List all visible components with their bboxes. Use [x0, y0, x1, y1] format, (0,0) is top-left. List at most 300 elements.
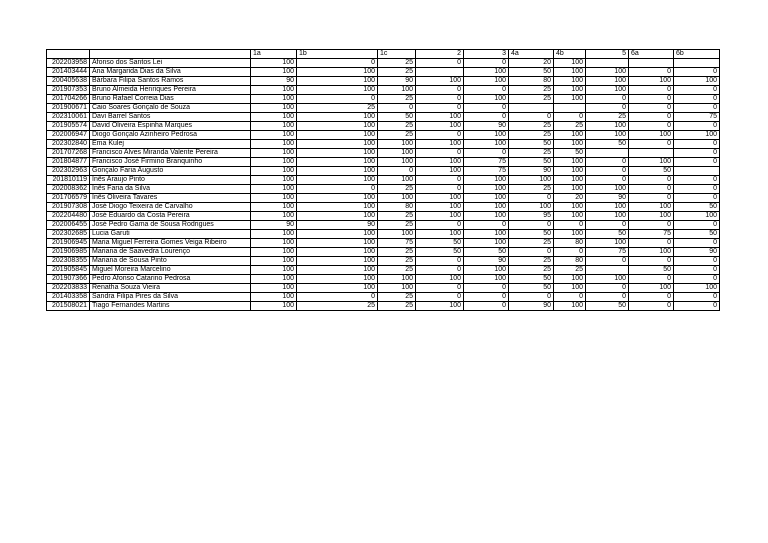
score-cell: 100 [464, 212, 509, 221]
student-name-cell: Bárbara Filipa Santos Ramos [90, 77, 251, 86]
score-cell: 50 [586, 302, 629, 311]
student-id-cell: 201907308 [47, 203, 90, 212]
score-cell: 100 [251, 212, 297, 221]
student-id-cell: 202203958 [47, 59, 90, 68]
score-cell: 100 [251, 104, 297, 113]
score-cell: 100 [416, 212, 464, 221]
score-cell: 0 [464, 221, 509, 230]
score-cell: 25 [509, 86, 554, 95]
score-cell: 100 [251, 158, 297, 167]
score-cell [586, 149, 629, 158]
score-cell: 0 [629, 185, 674, 194]
score-cell: 100 [251, 248, 297, 257]
score-cell: 100 [297, 203, 378, 212]
score-cell: 100 [629, 158, 674, 167]
score-cell: 100 [251, 203, 297, 212]
score-cell: 25 [378, 212, 416, 221]
score-cell: 100 [554, 77, 586, 86]
score-cell: 0 [464, 302, 509, 311]
score-cell: 100 [629, 131, 674, 140]
score-cell: 25 [509, 185, 554, 194]
score-cell: 50 [378, 113, 416, 122]
column-header: 6b [674, 50, 720, 59]
score-cell: 100 [464, 194, 509, 203]
score-cell: 0 [674, 293, 720, 302]
score-cell: 0 [509, 113, 554, 122]
score-cell: 100 [378, 176, 416, 185]
student-name-cell: Maria Miguel Ferreira Gomes Veiga Ribeiro [90, 239, 251, 248]
table-row [47, 86, 720, 95]
score-cell [674, 59, 720, 68]
score-cell: 0 [629, 140, 674, 149]
column-header: 1a [251, 50, 297, 59]
score-cell: 100 [554, 203, 586, 212]
student-name-cell: David Oliveira Espinha Marques [90, 122, 251, 131]
score-cell: 0 [464, 293, 509, 302]
score-cell: 100 [297, 167, 378, 176]
student-name-cell: José Diogo Teixeira de Carvalho [90, 203, 251, 212]
score-cell: 75 [674, 113, 720, 122]
score-cell: 80 [509, 77, 554, 86]
score-cell: 100 [464, 68, 509, 77]
score-cell: 100 [629, 203, 674, 212]
student-id-cell: 201804877 [47, 158, 90, 167]
score-cell: 100 [297, 68, 378, 77]
column-header [90, 50, 251, 59]
score-cell: 0 [416, 266, 464, 275]
score-cell: 0 [416, 149, 464, 158]
score-cell: 0 [629, 221, 674, 230]
score-cell: 100 [251, 257, 297, 266]
score-cell: 0 [586, 104, 629, 113]
score-cell: 90 [509, 302, 554, 311]
table-row [47, 230, 720, 239]
score-cell: 100 [464, 77, 509, 86]
score-cell: 20 [509, 59, 554, 68]
score-cell: 25 [378, 185, 416, 194]
score-cell: 0 [509, 194, 554, 203]
score-cell: 0 [674, 221, 720, 230]
student-id-cell: 202008362 [47, 185, 90, 194]
score-cell: 100 [297, 131, 378, 140]
student-id-cell: 202302840 [47, 140, 90, 149]
student-name-cell: Bruno Rafael Correia Dias [90, 95, 251, 104]
score-cell: 100 [297, 284, 378, 293]
score-cell: 0 [674, 185, 720, 194]
score-cell: 50 [509, 230, 554, 239]
score-cell: 0 [629, 113, 674, 122]
score-cell: 100 [554, 59, 586, 68]
score-cell: 100 [297, 176, 378, 185]
score-cell: 100 [416, 167, 464, 176]
score-cell: 100 [416, 203, 464, 212]
score-cell: 100 [378, 194, 416, 203]
score-cell: 75 [378, 239, 416, 248]
score-cell: 90 [464, 122, 509, 131]
score-cell: 100 [251, 149, 297, 158]
score-cell: 100 [297, 257, 378, 266]
score-cell: 100 [554, 140, 586, 149]
student-name-cell: Diogo Gonçalo Azinheiro Pedrosa [90, 131, 251, 140]
score-cell: 100 [464, 266, 509, 275]
score-cell: 100 [297, 122, 378, 131]
score-cell: 100 [629, 77, 674, 86]
score-cell: 0 [586, 158, 629, 167]
table-row [47, 59, 720, 68]
score-cell: 0 [416, 86, 464, 95]
score-cell: 100 [251, 176, 297, 185]
score-cell: 25 [509, 131, 554, 140]
score-cell: 100 [554, 275, 586, 284]
score-cell: 100 [297, 158, 378, 167]
score-cell: 100 [297, 140, 378, 149]
score-cell: 100 [554, 95, 586, 104]
table-row [47, 158, 720, 167]
score-cell: 100 [554, 212, 586, 221]
score-cell: 25 [378, 95, 416, 104]
column-header: 5 [586, 50, 629, 59]
score-cell: 100 [251, 302, 297, 311]
score-cell: 0 [629, 194, 674, 203]
score-cell: 100 [297, 194, 378, 203]
table-row [47, 95, 720, 104]
score-cell: 0 [464, 104, 509, 113]
table-row [47, 293, 720, 302]
score-cell: 100 [554, 167, 586, 176]
score-cell: 100 [378, 149, 416, 158]
score-cell: 0 [674, 140, 720, 149]
score-cell: 100 [674, 284, 720, 293]
table-row [47, 176, 720, 185]
score-cell: 0 [554, 293, 586, 302]
score-cell: 25 [378, 248, 416, 257]
student-name-cell: Tiago Fernandes Martins [90, 302, 251, 311]
score-cell: 0 [554, 248, 586, 257]
score-cell: 90 [674, 248, 720, 257]
table-row [47, 248, 720, 257]
score-cell: 0 [674, 302, 720, 311]
score-cell: 50 [674, 203, 720, 212]
score-cell: 100 [586, 131, 629, 140]
score-cell: 0 [674, 239, 720, 248]
score-cell: 0 [464, 59, 509, 68]
score-cell: 100 [251, 59, 297, 68]
score-cell: 0 [554, 221, 586, 230]
student-id-cell: 202006455 [47, 221, 90, 230]
column-header: 2 [416, 50, 464, 59]
score-cell: 50 [586, 140, 629, 149]
table-row [47, 131, 720, 140]
score-cell: 0 [629, 68, 674, 77]
score-cell [554, 104, 586, 113]
score-cell: 50 [509, 275, 554, 284]
score-cell: 0 [629, 239, 674, 248]
score-cell: 100 [586, 185, 629, 194]
score-cell: 0 [586, 95, 629, 104]
score-cell: 100 [586, 77, 629, 86]
score-cell: 100 [251, 230, 297, 239]
score-cell: 100 [297, 86, 378, 95]
score-cell: 100 [586, 122, 629, 131]
score-cell: 25 [378, 131, 416, 140]
score-cell: 100 [378, 86, 416, 95]
table-row [47, 185, 720, 194]
score-cell: 0 [416, 221, 464, 230]
score-cell: 0 [378, 167, 416, 176]
score-cell: 100 [554, 131, 586, 140]
score-cell: 0 [586, 293, 629, 302]
score-cell: 25 [509, 239, 554, 248]
score-cell: 90 [378, 77, 416, 86]
student-id-cell: 201508021 [47, 302, 90, 311]
score-cell: 0 [509, 248, 554, 257]
score-cell: 50 [509, 68, 554, 77]
score-cell: 100 [509, 203, 554, 212]
score-cell: 50 [509, 284, 554, 293]
student-name-cell: José Pedro Gama de Sousa Rodrigues [90, 221, 251, 230]
student-id-cell: 201907366 [47, 275, 90, 284]
student-name-cell: Ana Margarida Dias da Silva [90, 68, 251, 77]
score-cell: 100 [629, 284, 674, 293]
score-cell: 100 [554, 302, 586, 311]
score-cell: 100 [586, 86, 629, 95]
score-cell: 100 [586, 239, 629, 248]
score-cell: 100 [416, 140, 464, 149]
score-cell: 0 [674, 95, 720, 104]
score-cell: 25 [509, 95, 554, 104]
score-cell: 100 [554, 158, 586, 167]
score-cell: 90 [464, 257, 509, 266]
score-cell: 50 [674, 230, 720, 239]
score-cell: 100 [297, 77, 378, 86]
score-cell [586, 266, 629, 275]
score-cell: 100 [416, 158, 464, 167]
score-cell: 90 [509, 167, 554, 176]
score-cell: 0 [629, 302, 674, 311]
student-id-cell: 201810119 [47, 176, 90, 185]
score-cell: 80 [554, 257, 586, 266]
score-cell: 100 [297, 266, 378, 275]
score-cell: 0 [464, 113, 509, 122]
score-cell: 100 [674, 212, 720, 221]
score-cell: 100 [586, 275, 629, 284]
score-cell: 0 [297, 59, 378, 68]
score-cell: 100 [629, 248, 674, 257]
score-cell: 25 [297, 302, 378, 311]
score-cell: 100 [297, 248, 378, 257]
column-header [47, 50, 90, 59]
student-name-cell: Renatha Souza Vieira [90, 284, 251, 293]
score-cell: 100 [464, 140, 509, 149]
score-cell: 100 [416, 113, 464, 122]
score-cell: 0 [629, 176, 674, 185]
score-cell: 0 [674, 194, 720, 203]
table-row [47, 239, 720, 248]
score-cell [674, 167, 720, 176]
score-cell: 100 [297, 212, 378, 221]
score-cell: 20 [554, 194, 586, 203]
score-cell: 25 [509, 122, 554, 131]
score-cell: 80 [554, 239, 586, 248]
student-name-cell: José Eduardo da Costa Pereira [90, 212, 251, 221]
score-cell: 100 [464, 185, 509, 194]
score-cell: 90 [251, 77, 297, 86]
score-cell: 100 [251, 86, 297, 95]
table-row [47, 257, 720, 266]
score-cell: 0 [674, 158, 720, 167]
table-row [47, 113, 720, 122]
score-cell: 100 [629, 212, 674, 221]
score-cell: 0 [297, 293, 378, 302]
student-id-cell: 201706579 [47, 194, 90, 203]
score-cell: 0 [416, 176, 464, 185]
student-name-cell: Inês Araujo Pinto [90, 176, 251, 185]
score-cell: 100 [674, 77, 720, 86]
student-name-cell: Sandra Filipa Pires da Silva [90, 293, 251, 302]
table-row [47, 167, 720, 176]
score-cell: 0 [586, 221, 629, 230]
score-cell: 100 [464, 239, 509, 248]
table-row [47, 140, 720, 149]
score-cell: 0 [629, 257, 674, 266]
score-cell: 100 [464, 230, 509, 239]
score-cell: 25 [509, 257, 554, 266]
score-cell: 0 [674, 68, 720, 77]
column-header: 4a [509, 50, 554, 59]
student-id-cell: 202006947 [47, 131, 90, 140]
student-name-cell: Pedro Afonso Catarino Pedrosa [90, 275, 251, 284]
student-name-cell: Mariana de Saavedra Lourenço [90, 248, 251, 257]
score-cell: 0 [629, 122, 674, 131]
score-cell: 0 [509, 221, 554, 230]
score-cell: 100 [251, 122, 297, 131]
score-cell: 0 [416, 104, 464, 113]
score-cell: 0 [629, 293, 674, 302]
grades-table [46, 49, 720, 311]
score-cell: 25 [509, 266, 554, 275]
score-cell: 100 [251, 68, 297, 77]
score-cell: 0 [674, 149, 720, 158]
score-cell: 100 [251, 239, 297, 248]
student-id-cell: 202310061 [47, 113, 90, 122]
score-cell: 25 [378, 59, 416, 68]
score-cell: 0 [416, 59, 464, 68]
score-cell: 90 [586, 194, 629, 203]
score-cell: 100 [378, 230, 416, 239]
score-cell: 100 [554, 230, 586, 239]
score-cell: 0 [674, 176, 720, 185]
score-cell: 100 [297, 275, 378, 284]
score-cell: 100 [251, 140, 297, 149]
score-cell: 0 [674, 257, 720, 266]
student-name-cell: Davi Barrel Santos [90, 113, 251, 122]
student-name-cell: Lucia Garuti [90, 230, 251, 239]
student-id-cell: 201905574 [47, 122, 90, 131]
score-cell: 100 [586, 203, 629, 212]
student-id-cell: 201403444 [47, 68, 90, 77]
student-id-cell: 201906985 [47, 248, 90, 257]
student-id-cell: 200405638 [47, 77, 90, 86]
student-name-cell: Francisco Alves Miranda Valente Pereira [90, 149, 251, 158]
table-row [47, 68, 720, 77]
student-name-cell: Caio Soares Gonçalo de Souza [90, 104, 251, 113]
score-cell: 100 [251, 95, 297, 104]
score-cell: 25 [586, 113, 629, 122]
score-cell: 100 [464, 176, 509, 185]
column-header: 1b [297, 50, 378, 59]
score-cell: 0 [416, 284, 464, 293]
student-name-cell: Bruno Almeida Henriques Pereira [90, 86, 251, 95]
table-row [47, 104, 720, 113]
student-id-cell: 202204480 [47, 212, 90, 221]
score-cell: 0 [586, 257, 629, 266]
score-cell: 100 [586, 212, 629, 221]
student-id-cell: 202302685 [47, 230, 90, 239]
score-cell: 0 [629, 275, 674, 284]
score-cell: 50 [509, 140, 554, 149]
score-cell: 0 [674, 86, 720, 95]
score-cell: 100 [554, 185, 586, 194]
score-cell: 100 [297, 239, 378, 248]
score-cell: 0 [297, 185, 378, 194]
score-cell: 100 [674, 131, 720, 140]
column-header: 3 [464, 50, 509, 59]
score-cell: 0 [674, 275, 720, 284]
score-cell: 0 [297, 95, 378, 104]
score-cell: 100 [251, 266, 297, 275]
score-cell: 25 [554, 266, 586, 275]
table-row [47, 221, 720, 230]
score-cell: 0 [416, 131, 464, 140]
score-cell: 100 [416, 77, 464, 86]
score-cell: 0 [586, 176, 629, 185]
score-cell: 50 [416, 248, 464, 257]
score-cell: 25 [378, 221, 416, 230]
student-id-cell: 201905845 [47, 266, 90, 275]
score-cell: 50 [629, 266, 674, 275]
score-cell: 0 [629, 104, 674, 113]
score-cell: 25 [509, 149, 554, 158]
score-cell: 0 [416, 185, 464, 194]
score-cell: 0 [464, 86, 509, 95]
score-cell: 100 [554, 176, 586, 185]
column-header: 1c [378, 50, 416, 59]
student-id-cell: 202203833 [47, 284, 90, 293]
score-cell: 100 [251, 284, 297, 293]
score-cell: 0 [416, 293, 464, 302]
student-name-cell: Inês Faria da Silva [90, 185, 251, 194]
score-cell: 100 [251, 113, 297, 122]
score-cell: 75 [464, 167, 509, 176]
score-cell: 25 [378, 266, 416, 275]
score-cell: 100 [297, 149, 378, 158]
score-cell: 25 [378, 122, 416, 131]
column-header: 4b [554, 50, 586, 59]
score-cell: 100 [416, 122, 464, 131]
score-cell: 100 [464, 95, 509, 104]
student-name-cell: Ema Kulej [90, 140, 251, 149]
column-header: 6a [629, 50, 674, 59]
student-id-cell: 201906945 [47, 239, 90, 248]
score-cell: 25 [378, 257, 416, 266]
table-row [47, 122, 720, 131]
score-cell: 100 [416, 194, 464, 203]
student-name-cell: Francisco José Firmino Branquinho [90, 158, 251, 167]
score-cell: 100 [378, 158, 416, 167]
score-cell: 100 [378, 140, 416, 149]
score-cell [586, 59, 629, 68]
score-cell: 100 [297, 113, 378, 122]
